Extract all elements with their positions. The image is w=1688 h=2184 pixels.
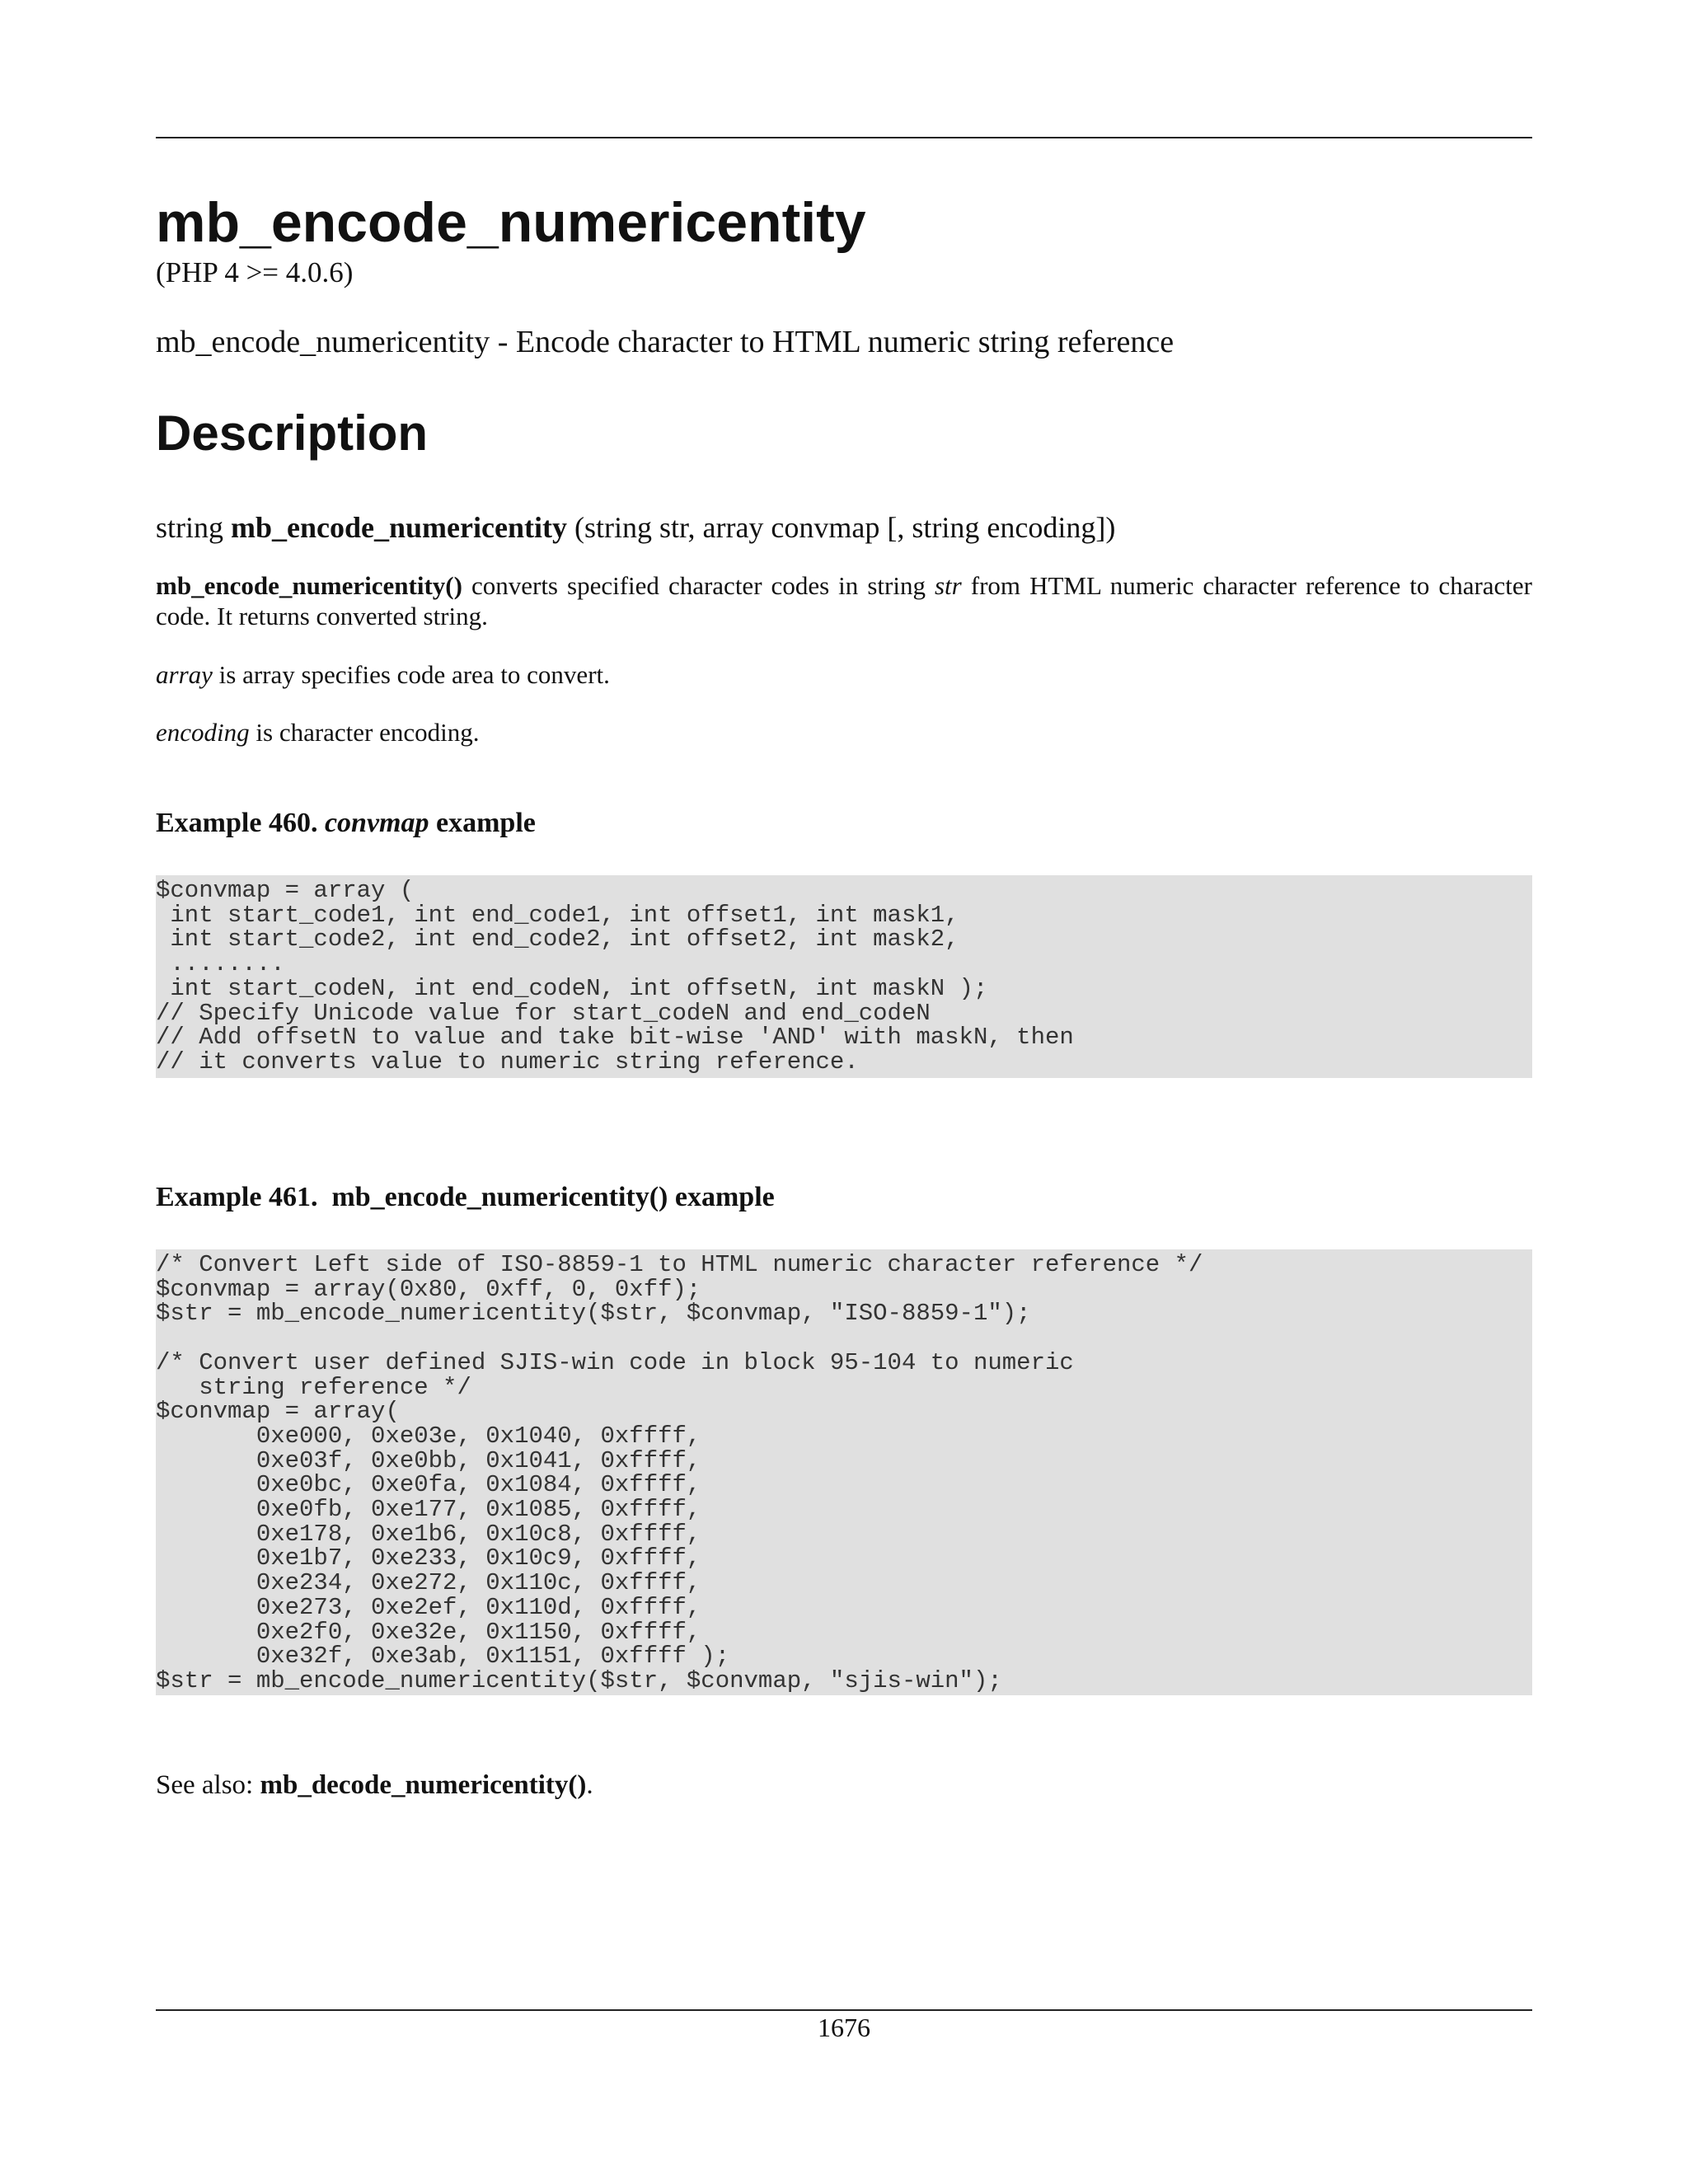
header-rule [156,137,1532,138]
code-block-numericentity: /* Convert Left side of ISO-8859-1 to HTML numeric character reference */ $convmap = array(0x80, 0xff, 0, 0xff); $str = mb_encode_numericentity($str, $convmap, "ISO-8859-1"); /* Convert user defined SJIS-win code in block 95-104 to numeric string reference */ $convmap = array( 0xe000, 0xe03e, 0x1040, 0xffff, 0xe03f, 0xe0bb, 0x1041, 0xffff, 0xe0bc, 0xe0fa, 0x1084, 0xffff, 0xe0fb, 0xe177, 0x1085, 0xffff, 0xe178, 0xe1b6, 0x10c8, 0xffff, 0xe1b7, 0xe233, 0x10c9, 0xffff, 0xe234, 0xe272, 0x110c, 0xffff, 0xe273, 0xe2ef, 0x110d, 0xffff, 0xe2f0, 0xe32e, 0x1150, 0xffff, 0xe32f, 0xe3ab, 0x1151, 0xffff ); $str = mb_encode_numericentity($str, $convmap, "sjis-win"); [156,1249,1532,1695]
example-param: convmap [324,808,429,838]
refpurpose-separator: - [490,325,516,359]
array-paragraph [156,659,1532,690]
example-461-title [156,1180,775,1215]
encoding-paragraph [156,717,1532,748]
see-also-label: See also: [156,1770,260,1800]
page-number: 1676 [818,2013,870,2042]
refpurpose-name: mb_encode_numericentity [156,325,490,359]
example-460-title [156,806,536,841]
version-info: (PHP 4 >= 4.0.6) [156,256,354,288]
paragraph-function-name: mb_encode_numericentity() [156,571,462,600]
paragraph-param: encoding [156,718,250,747]
see-also-link[interactable]: mb_decode_numericentity() [260,1770,587,1800]
see-also [156,1769,593,1802]
page-title: mb_encode_numericentity [156,191,866,254]
code-block-convmap: $convmap = array ( int start_code1, int end_code1, int offset1, int mask1, int start_code2, int end_code2, int offset2, int mask2, ........ int start_codeN, int end_codeN, int offsetN, int maskN ); // Specify Unicode value for start_codeN and end_codeN // Add offsetN to value and take bit-wise 'AND' with maskN, then // it converts value to numeric string reference. [156,875,1532,1078]
paragraph-text: from HTML numeric character reference to character code. It returns converted string. [156,571,1532,630]
synopsis-return-type: string [156,511,224,544]
example-label: Example 461. [156,1182,318,1212]
paragraph-text: is array specifies code area to convert. [212,660,610,689]
see-also-end: . [586,1770,593,1800]
description-heading: Description [156,405,429,461]
paragraph-param: array [156,660,213,689]
synopsis-function: mb_encode_numericentity [231,511,567,544]
example-label: Example 460. [156,808,318,838]
function-synopsis [156,509,1115,546]
paragraph-text: is character encoding. [249,718,480,747]
synopsis-params: (string str, array convmap [, string encoding]) [574,511,1116,544]
example-title-text: mb_encode_numericentity() example [331,1182,775,1212]
refpurpose [156,323,1174,361]
paragraph-param: str [934,571,962,600]
example-suffix: example [436,808,536,838]
paragraph-text: converts specified character codes in string [462,571,935,600]
refpurpose-text: Encode character to HTML numeric string reference [515,325,1175,359]
description-paragraph [156,570,1532,631]
